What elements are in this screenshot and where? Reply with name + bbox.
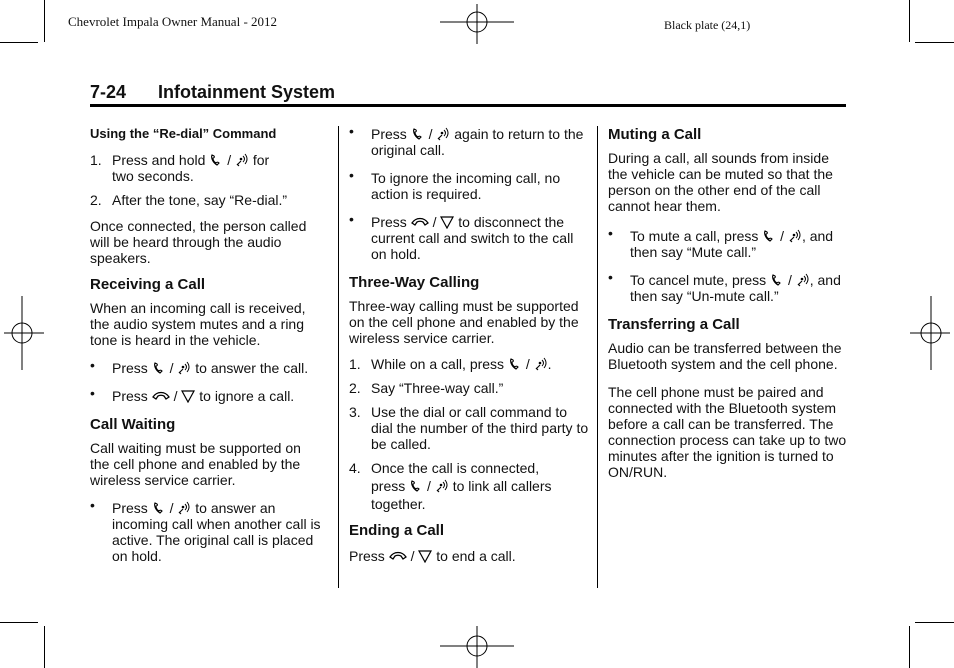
redial-heading: Using the “Re-dial” Command <box>90 126 277 141</box>
list-item: 4. Once the call is connected, press / to link all callers together. <box>349 460 552 512</box>
voice-icon <box>796 273 810 287</box>
paragraph: The cell phone must be paired and connected with the Bluetooth system before a call can be transferred. The connection process can take up to two minutes after the ignition is turned to ON/RUN. <box>608 384 847 480</box>
bullet-item: • Press / to answer an incoming call when another call is active. The original call is placed on hold. <box>90 497 321 564</box>
column-2 <box>349 123 589 574</box>
section-title: Infotainment System <box>158 82 336 102</box>
list-item: 1. While on a call, press / . <box>349 356 552 372</box>
registration-mark-right <box>910 296 950 370</box>
plate-label: Black plate (24,1) <box>664 18 751 32</box>
transfer-heading: Transferring a Call <box>608 316 740 333</box>
voice-icon <box>788 229 802 243</box>
column-divider <box>338 126 339 588</box>
muting-heading: Muting a Call <box>608 126 702 143</box>
list-item: 2. Say “Three-way call.” <box>349 380 504 396</box>
phone-icon <box>508 357 522 371</box>
phone-icon <box>770 273 784 287</box>
paragraph: Audio can be transferred between the Bluetooth system and the cell phone. <box>608 340 842 372</box>
hang-up-icon <box>389 549 407 563</box>
hang-up-icon <box>411 215 429 229</box>
column-3 <box>608 126 848 490</box>
down-triangle-icon <box>440 215 454 229</box>
registration-mark-top <box>440 4 514 44</box>
voice-icon <box>534 357 548 371</box>
paragraph: When an incoming call is received, the audio system mutes and a ring tone is heard in the vehicle. <box>90 300 306 348</box>
phone-icon <box>762 229 776 243</box>
paragraph: Three-way calling must be supported on the cell phone and enabled by the wireless service carrier. <box>349 298 579 346</box>
receiving-heading: Receiving a Call <box>90 276 206 293</box>
column-1 <box>90 126 322 572</box>
list-item: 2. After the tone, say “Re-dial.” <box>90 192 288 208</box>
column-divider <box>597 126 598 588</box>
voice-icon <box>177 501 191 515</box>
hang-up-icon <box>152 389 170 403</box>
paragraph: Call waiting must be supported on the cell phone and enabled by the wireless service carrier. <box>90 440 301 488</box>
page-number: 7-24 <box>90 82 127 102</box>
bullet-item: • Press / to disconnect the current call and switch to the call on hold. <box>349 211 574 262</box>
list-item: 3. Use the dial or call command to dial the number of the third party to be called. <box>349 404 589 452</box>
list-item: 1. Press and hold / for two seconds. <box>90 152 270 184</box>
registration-mark-left <box>4 296 44 370</box>
page-title-bar <box>90 80 846 107</box>
paragraph: Once connected, the person called will be heard through the audio speakers. <box>90 218 307 266</box>
phone-icon <box>411 127 425 141</box>
bullet-item: • Press / again to return to the original call. <box>349 123 584 158</box>
voice-icon <box>177 361 191 375</box>
phone-icon <box>152 361 166 375</box>
paragraph: Press / to end a call. <box>349 548 516 564</box>
phone-icon <box>209 153 223 167</box>
voice-icon <box>435 479 449 493</box>
paragraph: During a call, all sounds from inside the vehicle can be muted so that the person on the other end of the call cannot hear them. <box>608 150 833 214</box>
bullet-item: • To cancel mute, press / , and then say “Un-mute call.” <box>608 269 841 304</box>
call-waiting-heading: Call Waiting <box>90 416 176 433</box>
bullet-item: • To ignore the incoming call, no action is required. <box>349 167 561 202</box>
voice-icon <box>235 153 249 167</box>
registration-mark-bottom <box>440 626 514 668</box>
phone-icon <box>409 479 423 493</box>
phone-icon <box>152 501 166 515</box>
bullet-item: • To mute a call, press / , and then say “Mute call.” <box>608 225 834 260</box>
down-triangle-icon <box>418 549 432 563</box>
manual-title: Chevrolet Impala Owner Manual - 2012 <box>68 14 278 29</box>
bullet-item: • Press / to answer the call. <box>90 357 309 376</box>
three-way-heading: Three-Way Calling <box>349 274 480 291</box>
ending-heading: Ending a Call <box>349 522 445 539</box>
voice-icon <box>436 127 450 141</box>
bullet-item: • Press / to ignore a call. <box>90 385 295 404</box>
down-triangle-icon <box>181 389 195 403</box>
